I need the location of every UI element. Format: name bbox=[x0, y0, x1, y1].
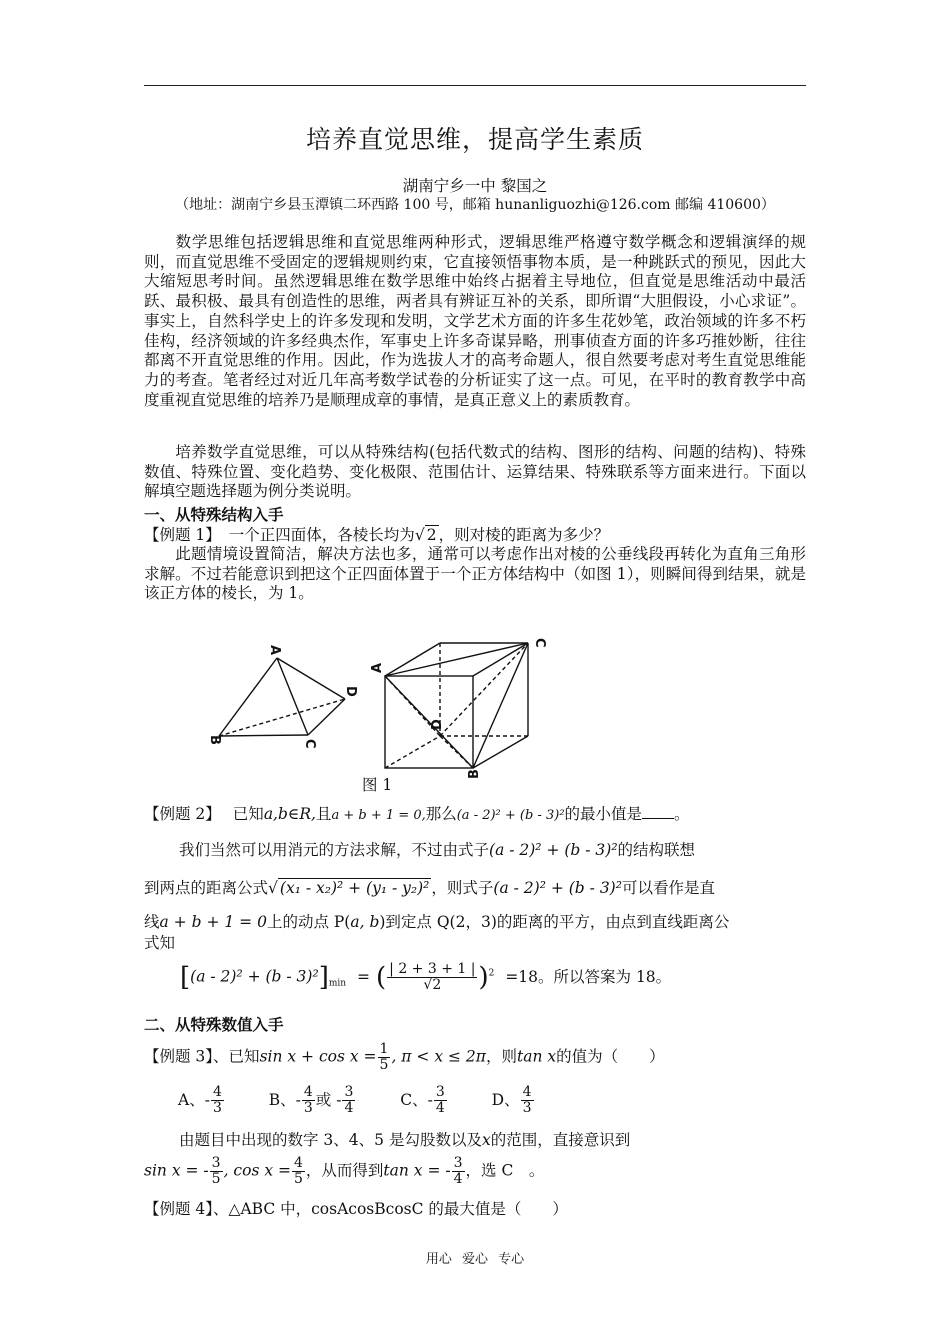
inner-edge bbox=[385, 643, 528, 676]
tetra-edge bbox=[219, 658, 277, 736]
cube-edge bbox=[385, 643, 440, 676]
page-footer: 用心 爱心 专心 bbox=[425, 1252, 525, 1267]
top-rule bbox=[144, 85, 806, 86]
inner-edge bbox=[385, 676, 473, 768]
section-heading-2: 二、从特殊数值入手 bbox=[144, 1015, 284, 1034]
cube-hidden-edge bbox=[385, 736, 440, 768]
tetra-label-A: A bbox=[267, 645, 282, 656]
example-2-solution-3: 线a + b + 1 = 0上的动点 P(a, b)到定点 Q(2，3)的距离的平方，由点到直线距离公 bbox=[144, 913, 730, 931]
tetra-edge bbox=[277, 658, 308, 735]
example-1-solution: 此题情境设置简洁，解决方法也多，通常可以考虑作出对棱的公垂线段再转化为直角三角形求解。不过若能意识到把这个正四面体置于一个正方体结构中（如图 1），则瞬间得到结果，就是该正方体的棱长，为 1。 bbox=[144, 545, 806, 603]
cube-edge bbox=[473, 736, 528, 768]
option-a: A、- $\frac{4}{3}$ bbox=[178, 1084, 222, 1116]
page-title: 培养直觉思维，提高学生素质 bbox=[305, 125, 644, 154]
tetra-label-B: B bbox=[207, 735, 222, 745]
example-4: 【例题 4】、△ABC 中，cosAcosBcosC 的最大值是（ ） bbox=[144, 1200, 568, 1218]
cube-label-D: D bbox=[430, 719, 445, 730]
example-3: 【例题 3】、已知sin x + cos x = $\frac{1}{5}$ , π < x ≤ 2π，则tan x的值为（ ） bbox=[144, 1041, 665, 1073]
figure-caption: 图 1 bbox=[362, 776, 393, 794]
cube-label-B: B bbox=[467, 769, 482, 779]
intro-paragraph-2: 培养数学直觉思维，可以从特殊结构(包括代数式的结构、图形的结构、问题的结构)、特殊数值、特殊位置、变化趋势、变化极限、范围估计、运算结果、特殊联系等方面来进行。下面以解填空题选择题为例分类说明。 bbox=[144, 443, 806, 501]
example-3-options bbox=[178, 1085, 535, 1116]
author-line: 湖南宁乡一中 黎国之 bbox=[402, 177, 548, 195]
tetra-label-C: C bbox=[302, 739, 317, 749]
option-b: B、- $\frac{4}{3}$ 或 - $\frac{3}{4}$ bbox=[268, 1084, 354, 1116]
tetra-edge bbox=[219, 735, 308, 736]
inner-hidden-edge bbox=[440, 643, 528, 736]
section-heading-1: 一、从特殊结构入手 bbox=[144, 505, 284, 524]
option-c: C、- $\frac{3}{4}$ bbox=[400, 1084, 445, 1116]
inner-edge bbox=[473, 643, 528, 768]
distance-formula: $[(a - 2)^2 + (b - 3)^2]_{min}$ = ( $\frac{| 2 + 3 + 1 |}{√2}$ )$^2$ =18。所以答案为 18。 bbox=[180, 961, 672, 993]
example-2-solution-2: 到两点的距离公式√ (x₁ - x₂)² + (y₁ - y₂)² ，则式子(a - 2)² + (b - 3)²可以看作是直 bbox=[144, 879, 715, 897]
address-line: （地址：湖南宁乡县玉潭镇二环西路 100 号，邮箱 hunanliguozhi@126.com 邮编 410600） bbox=[175, 197, 775, 213]
figure-1 bbox=[205, 633, 565, 779]
example-2: 【例题 2】 已知a,b∈R,且a + b + 1 = 0,那么(a - 2)² + (b - 3)²的最小值是 。 bbox=[144, 805, 690, 823]
cube-label-C: C bbox=[532, 638, 547, 648]
example-3-solution-1: 由题目中出现的数字 3、4、5 是勾股数以及x的范围，直接意识到 bbox=[179, 1131, 631, 1149]
cube-edge bbox=[473, 643, 528, 676]
tetra-label-D: D bbox=[343, 686, 358, 697]
option-d: D、 $\frac{4}{3}$ bbox=[491, 1084, 532, 1116]
example-1: 【例题 1】 一个正四面体，各棱长均为√ 2 ，则对棱的距离为多少？ bbox=[144, 526, 610, 544]
intro-paragraph: 数学思维包括逻辑思维和直觉思维两种形式，逻辑思维严格遵守数学概念和逻辑演绎的规则，而直觉思维不受固定的逻辑规则约束，它直接领悟事物本质，是一种跳跃式的预见，因此大大缩短思考时间。虽然逻辑思维在数学思维中始终占据着主导地位，但直觉是思维活动中最活跃、最积极、最具有创造性的思维，两者具有辨证互补的关系，即所谓“大胆假设，小心求证”。事实上，自然科学史上的许多发现和发明，文学艺术方面的许多生花妙笔，政治领域的许多不朽佳构，经济领域的许多经典杰作，军事史上许多奇谋异略，刑事侦查方面的许多巧推妙断，往往都离不开直觉思维的作用。因此，作为选拔人才的高考命题人，很自然要考虑对考生直觉思维能力的考查。笔者经过对近几年高考数学试卷的分析证实了这一点。可见，在平时的教育教学中高度重视直觉思维的培养乃是顺理成章的事情，是真正意义上的素质教育。 bbox=[144, 233, 806, 409]
example-3-solution-2: sin x = - $\frac{3}{5}$ , cos x = $\frac{4}{5}$ ，从而得到tan x = - $\frac{3}{4}$ ，选 C 。 bbox=[144, 1155, 545, 1187]
cube-label-A: A bbox=[370, 662, 385, 673]
example-2-solution-4: 式知 bbox=[144, 934, 176, 952]
tetra-edge bbox=[277, 658, 345, 699]
example-2-solution-1: 我们当然可以用消元的方法求解，不过由式子(a - 2)² + (b - 3)²的结构联想 bbox=[179, 841, 696, 859]
